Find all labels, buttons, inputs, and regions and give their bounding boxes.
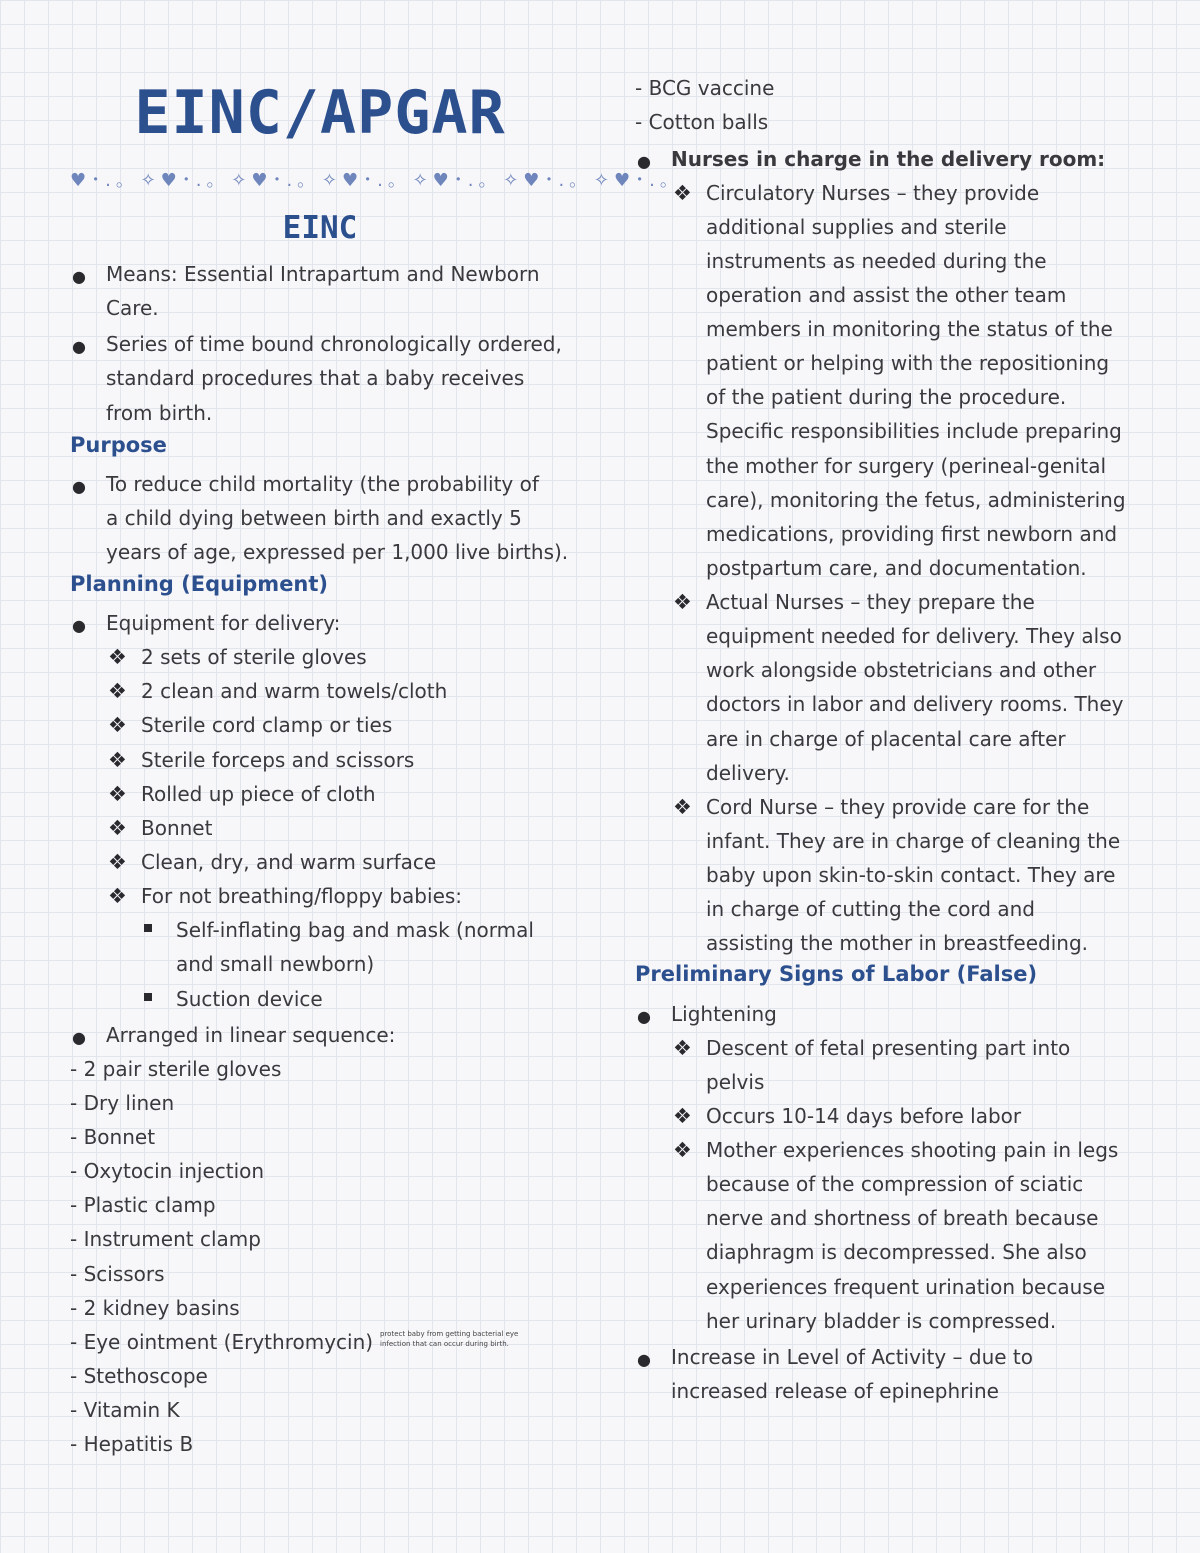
floppy-item: Suction device (176, 987, 323, 1011)
equipment-item: Sterile cord clamp or ties (141, 713, 393, 737)
four-diamond-icon: ❖ (673, 1138, 692, 1162)
preliminary-heading: Preliminary Signs of Labor (False) (635, 962, 1038, 986)
bullet-dot-icon: ● (72, 267, 86, 286)
lightening-item: her urinary bladder is compressed. (706, 1309, 1057, 1333)
equipment-item: Clean, dry, and warm surface (141, 850, 437, 874)
circulatory-line: operation and assist the other team (706, 283, 1067, 307)
activity-line: Increase in Level of Activity – due to (671, 1345, 1033, 1369)
sequence-item: - 2 pair sterile gloves (70, 1057, 282, 1081)
purpose-line: To reduce child mortality (the probability of (106, 472, 539, 496)
circulatory-line: medications, providing first newborn and (706, 522, 1118, 546)
sequence-item: - BCG vaccine (635, 76, 775, 100)
circulatory-line: care), monitoring the fetus, administering (706, 488, 1126, 512)
arranged-label: Arranged in linear sequence: (106, 1023, 396, 1047)
lightening-item: pelvis (706, 1070, 765, 1094)
eye-note: infection that can occur during birth. (380, 1340, 509, 1348)
circulatory-line: additional supplies and sterile (706, 215, 1007, 239)
four-diamond-icon: ❖ (673, 1036, 692, 1060)
actual-line: Actual Nurses – they prepare the (706, 590, 1035, 614)
eye-note: protect baby from getting bacterial eye (380, 1330, 519, 1338)
lightening-item: nerve and shortness of breath because (706, 1206, 1099, 1230)
four-diamond-icon: ❖ (673, 181, 692, 205)
lightening-item: experiences frequent urination because (706, 1275, 1106, 1299)
circulatory-line: the mother for surgery (perineal-genital (706, 454, 1107, 478)
activity-line: increased release of epinephrine (671, 1379, 999, 1403)
sequence-item: - Oxytocin injection (70, 1159, 265, 1183)
planning-heading: Planning (Equipment) (70, 572, 329, 596)
lightening-item: Mother experiences shooting pain in legs (706, 1138, 1119, 1162)
bullet-dot-icon: ● (72, 477, 86, 496)
circulatory-line: Specific responsibilities include preparing (706, 419, 1122, 443)
sequence-item: - Dry linen (70, 1091, 175, 1115)
actual-line: work alongside obstetricians and other (706, 658, 1097, 682)
lightening-item: because of the compression of sciatic (706, 1172, 1084, 1196)
purpose-line: years of age, expressed per 1,000 live births). (106, 540, 569, 564)
bullet-dot-icon: ● (637, 1007, 651, 1026)
equipment-item: 2 clean and warm towels/cloth (141, 679, 448, 703)
four-diamond-icon: ❖ (108, 713, 127, 737)
square-bullet-icon (144, 993, 152, 1001)
equipment-item: 2 sets of sterile gloves (141, 645, 367, 669)
circulatory-line: Circulatory Nurses – they provide (706, 181, 1040, 205)
sequence-item: - Scissors (70, 1262, 165, 1286)
circulatory-line: instruments as needed during the (706, 249, 1047, 273)
four-diamond-icon: ❖ (673, 1104, 692, 1128)
purpose-heading: Purpose (70, 433, 167, 457)
four-diamond-icon: ❖ (673, 590, 692, 614)
cord-line: baby upon skin-to-skin contact. They are (706, 863, 1116, 887)
equipment-item: Bonnet (141, 816, 213, 840)
sequence-item: - Hepatitis B (70, 1432, 194, 1456)
bullet-dot-icon: ● (637, 152, 651, 171)
circulatory-line: members in monitoring the status of the (706, 317, 1113, 341)
floppy-item: Self-inflating bag and mask (normal (176, 918, 534, 942)
sequence-item: - Vitamin K (70, 1398, 180, 1422)
four-diamond-icon: ❖ (108, 816, 127, 840)
equipment-item: Sterile forceps and scissors (141, 748, 415, 772)
series-line: standard procedures that a baby receives (106, 366, 525, 390)
four-diamond-icon: ❖ (673, 795, 692, 819)
page-title: EINC/APGAR (134, 78, 506, 148)
actual-line: equipment needed for delivery. They also (706, 624, 1122, 648)
circulatory-line: patient or helping with the repositioning (706, 351, 1110, 375)
lightening-label: Lightening (671, 1002, 777, 1026)
nurses-heading: Nurses in charge in the delivery room: (671, 147, 1106, 171)
four-diamond-icon: ❖ (108, 884, 127, 908)
series-line: Series of time bound chronologically ordered, (106, 332, 562, 356)
bullet-dot-icon: ● (637, 1350, 651, 1369)
sequence-item: - Eye ointment (Erythromycin) (70, 1330, 374, 1354)
decorative-divider: ♥･.｡ ✧♥･.｡ ✧♥･.｡ ✧♥･.｡ ✧♥･.｡ ✧♥･.｡ ✧♥･.｡ (70, 170, 674, 191)
cord-line: Cord Nurse – they provide care for the (706, 795, 1090, 819)
four-diamond-icon: ❖ (108, 782, 127, 806)
sequence-item: - Bonnet (70, 1125, 156, 1149)
einc-heading: EINC (282, 210, 358, 246)
sequence-item: - Stethoscope (70, 1364, 208, 1388)
sequence-item: - 2 kidney basins (70, 1296, 240, 1320)
actual-line: are in charge of placental care after (706, 727, 1066, 751)
sequence-item: - Cotton balls (635, 110, 769, 134)
cord-line: infant. They are in charge of cleaning the (706, 829, 1121, 853)
circulatory-line: postpartum care, and documentation. (706, 556, 1087, 580)
cord-line: in charge of cutting the cord and (706, 897, 1035, 921)
lightening-item: diaphragm is decompressed. She also (706, 1240, 1087, 1264)
cord-line: assisting the mother in breastfeeding. (706, 931, 1089, 955)
means-line: Means: Essential Intrapartum and Newborn (106, 262, 540, 286)
equipment-item: Rolled up piece of cloth (141, 782, 376, 806)
equipment-label: Equipment for delivery: (106, 611, 341, 635)
series-line: from birth. (106, 401, 213, 425)
circulatory-line: of the patient during the procedure. (706, 385, 1067, 409)
lightening-item: Descent of fetal presenting part into (706, 1036, 1071, 1060)
actual-line: delivery. (706, 761, 790, 785)
purpose-line: a child dying between birth and exactly 5 (106, 506, 522, 530)
actual-line: doctors in labor and delivery rooms. They (706, 692, 1124, 716)
sequence-item: - Instrument clamp (70, 1227, 261, 1251)
bullet-dot-icon: ● (72, 616, 86, 635)
four-diamond-icon: ❖ (108, 850, 127, 874)
four-diamond-icon: ❖ (108, 679, 127, 703)
four-diamond-icon: ❖ (108, 748, 127, 772)
sequence-item: - Plastic clamp (70, 1193, 216, 1217)
lightening-item: Occurs 10-14 days before labor (706, 1104, 1022, 1128)
floppy-item: and small newborn) (176, 952, 375, 976)
equipment-item: For not breathing/floppy babies: (141, 884, 463, 908)
means-line: Care. (106, 296, 159, 320)
square-bullet-icon (144, 924, 152, 932)
bullet-dot-icon: ● (72, 337, 86, 356)
bullet-dot-icon: ● (72, 1028, 86, 1047)
four-diamond-icon: ❖ (108, 645, 127, 669)
